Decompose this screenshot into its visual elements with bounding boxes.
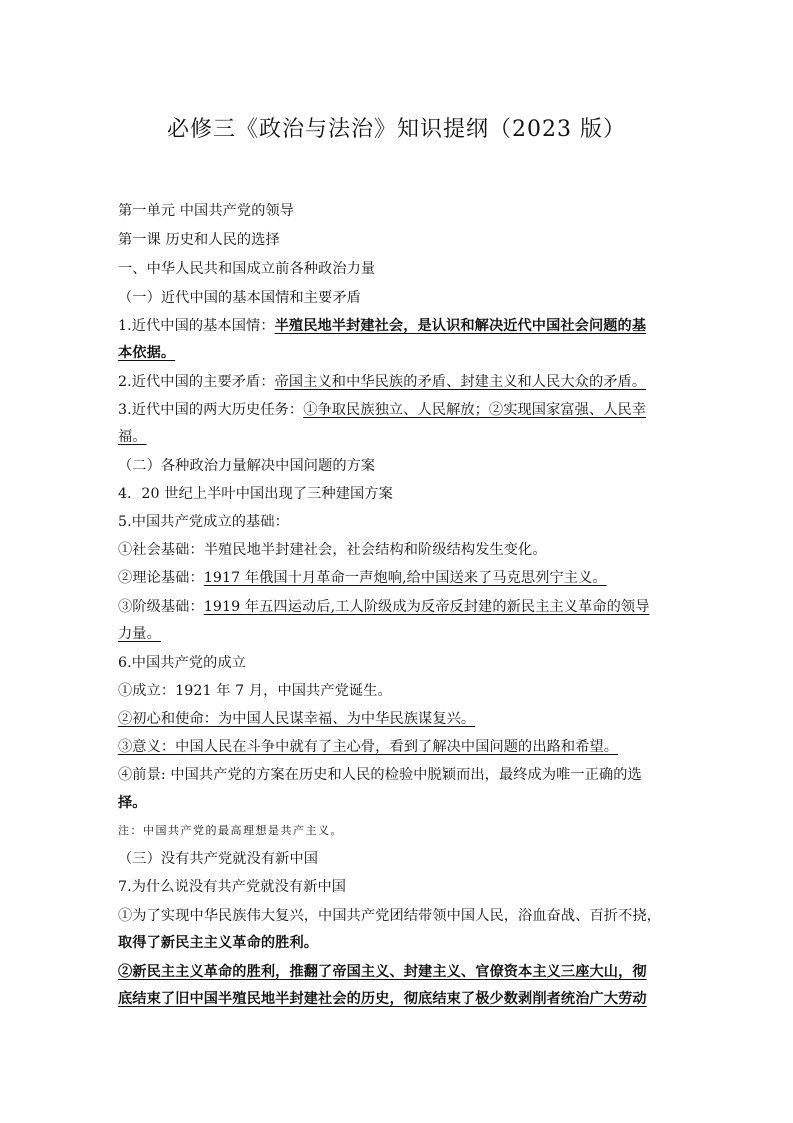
item-label: ③阶级基础：: [118, 599, 204, 615]
paragraph-6-item-4: ④前景: 中国共产党的方案在历史和人民的检验中脱颖而出，最终成为唯一正确的选: [118, 767, 642, 783]
paragraph-5: 5.中国共产党成立的基础：: [118, 514, 289, 530]
paragraph-6: 6.中国共产党的成立: [118, 655, 247, 671]
paragraph-6-item-1: ①成立：1921 年 7 月，中国共产党诞生。: [118, 683, 392, 699]
subsection-heading: （二）各种政治力量解决中国问题的方案: [118, 458, 376, 474]
paragraph-3-label: 3.近代中国的两大历史任务：: [118, 402, 304, 418]
paragraph-3-underlined: ①争取民族独立、人民解放；②实现国家富强、人民幸: [303, 402, 647, 418]
paragraph-7-item-1-cont: 取得了新民主主义革命的胜利。: [118, 935, 319, 951]
paragraph-1: [118, 315, 678, 335]
paragraph-4: 4．20 世纪上半叶中国出现了三种建国方案: [118, 486, 393, 502]
lesson-heading: 第一课 历史和人民的选择: [118, 232, 280, 248]
item-underlined: 1917 年俄国十月革命一声炮响,给中国送来了马克思列宁主义。: [203, 570, 607, 586]
paragraph-1-cont: [118, 342, 678, 362]
item-label: ②理论基础：: [118, 570, 204, 586]
section-heading: 一、中华人民共和国成立前各种政治力量: [118, 261, 376, 277]
subsection-heading: （三）没有共产党就没有新中国: [118, 851, 319, 867]
paragraph-1-underlined-cont: 本依据。: [118, 345, 176, 361]
paragraph-1-underlined: 半殖民地半封建社会，是认识和解决近代中国社会问题的基: [274, 318, 647, 334]
paragraph-1-label: 1.近代中国的基本国情：: [118, 318, 275, 334]
paragraph-5-item-1: ①社会基础：半殖民地半封建社会，社会结构和阶级结构发生变化。: [118, 542, 547, 558]
paragraph-7-item-2: ②新民主主义革命的胜利，推翻了帝国主义、封建主义、官僚资本主义三座大山，彻: [118, 964, 647, 980]
paragraph-6-item-3: ③意义：中国人民在斗争中就有了主心骨，看到了解决中国问题的出路和希望。: [118, 739, 619, 755]
note: 注：中国共产党的最高理想是共产主义。: [118, 824, 343, 837]
paragraph-7-item-1: ①为了实现中华民族伟大复兴，中国共产党团结带领中国人民，浴血奋战、百折不挠，: [118, 908, 661, 924]
document-title: 必修三《政治与法治》知识提纲（2023 版）: [167, 117, 626, 142]
paragraph-2-label: 2.近代中国的主要矛盾：: [118, 374, 275, 390]
paragraph-3-underlined-cont: 福。: [118, 429, 147, 445]
paragraph-3-cont: [118, 426, 678, 446]
paragraph-2-underlined: 帝国主义和中华民族的矛盾、封建主义和人民大众的矛盾。: [274, 374, 647, 390]
paragraph-7: 7.为什么说没有共产党就没有新中国: [118, 879, 347, 895]
paragraph-7-item-2-cont: 底结束了旧中国半殖民地半封建社会的历史，彻底结束了极少数剥削者统治广大劳动: [118, 991, 647, 1007]
item-underlined: 1919 年五四运动后,工人阶级成为反帝反封建的新民主主义革命的领导: [203, 599, 650, 615]
item-underlined-cont: 力量。: [118, 626, 161, 642]
paragraph-5-item-2: [118, 567, 678, 587]
unit-heading: 第一单元 中国共产党的领导: [118, 203, 295, 219]
paragraph-5-item-3: [118, 596, 678, 616]
subsection-heading: （一）近代中国的基本国情和主要矛盾: [118, 290, 361, 306]
paragraph-2: [118, 371, 678, 391]
paragraph-3: [118, 399, 678, 419]
paragraph-5-item-3-cont: [118, 623, 678, 643]
paragraph-6-item-2: ②初心和使命：为中国人民谋幸福、为中华民族谋复兴。: [118, 711, 476, 727]
paragraph-6-item-4-cont: 择。: [118, 795, 147, 811]
